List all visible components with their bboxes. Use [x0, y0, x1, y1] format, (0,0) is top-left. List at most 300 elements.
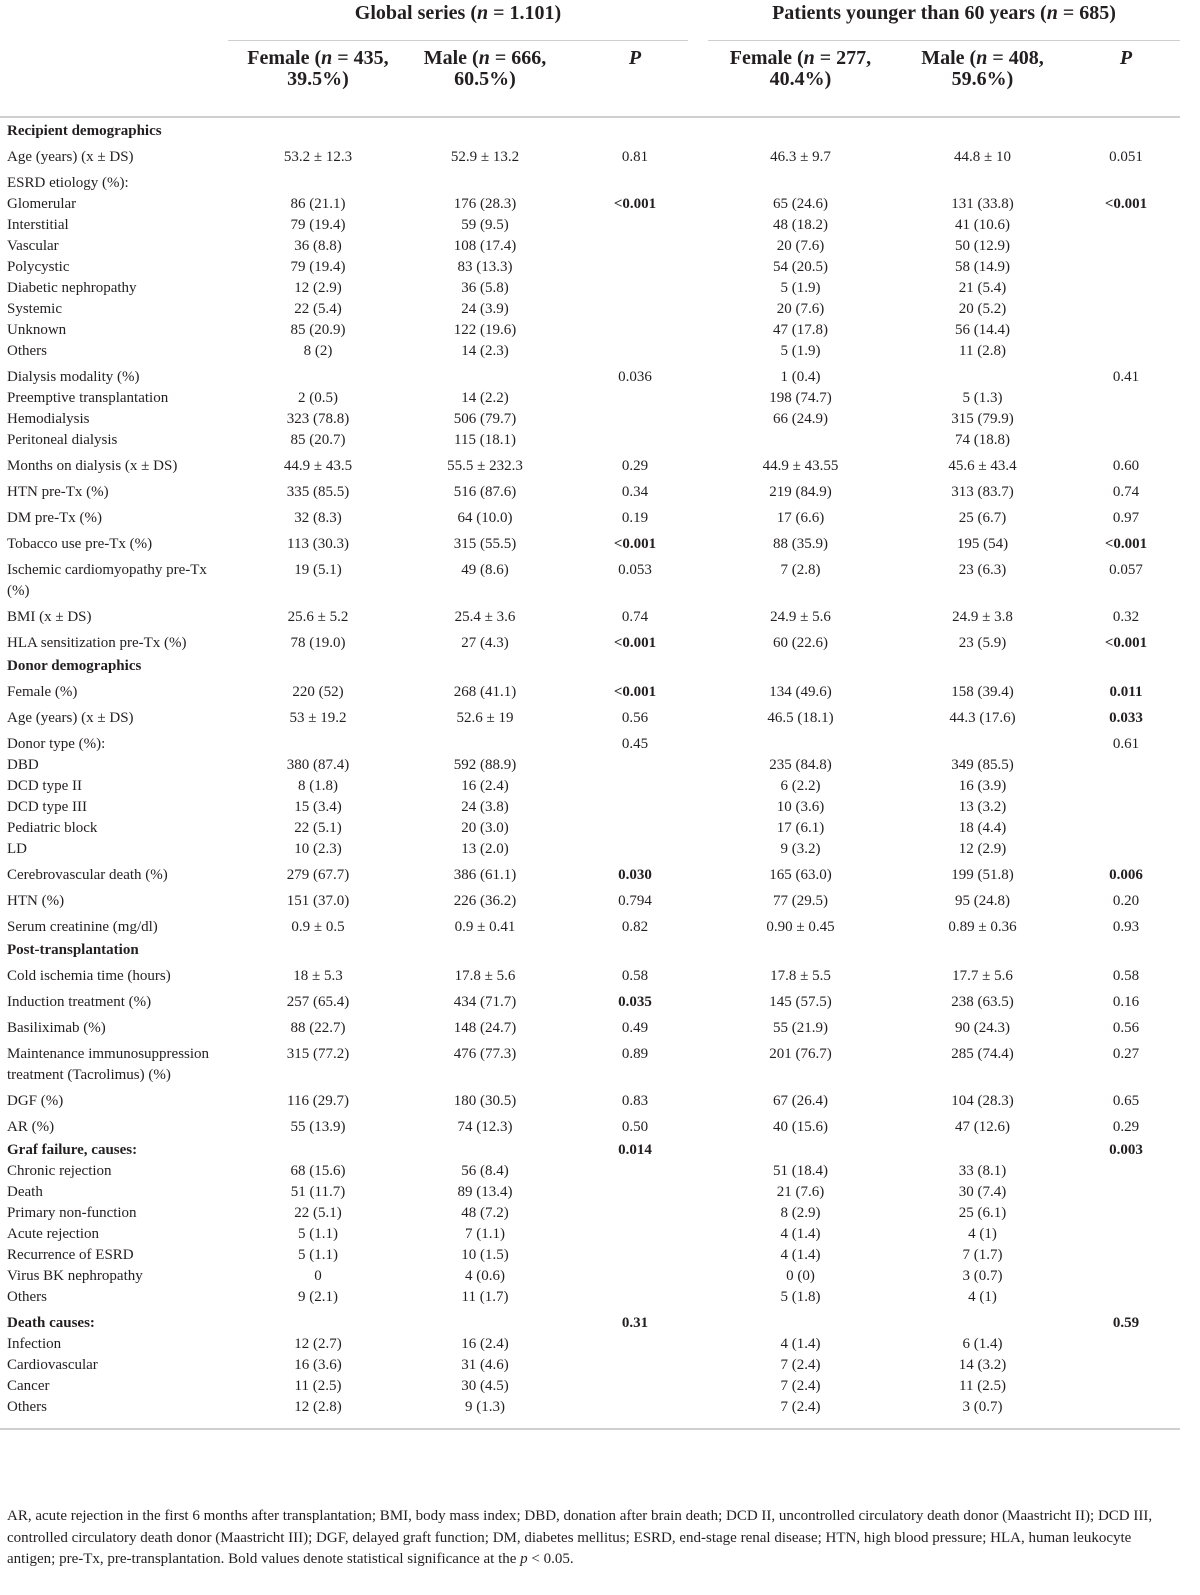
table-cell: 315 (79.9) — [951, 411, 1014, 427]
table-cell — [562, 236, 708, 257]
row-label: Diabetic nephropathy — [7, 280, 137, 296]
row-label: Female (%) — [7, 684, 78, 700]
table-cell — [562, 776, 708, 797]
table-cell — [562, 278, 708, 299]
table-row — [0, 299, 1180, 320]
table-cell: 47 (12.6) — [955, 1119, 1010, 1135]
table-cell: 14 (2.3) — [461, 343, 509, 359]
table-cell: 0.60 — [1112, 458, 1140, 474]
table-cell: 50 (12.9) — [955, 238, 1010, 254]
table-cell: 49 (8.6) — [461, 562, 509, 578]
table-cell: 58 (14.9) — [955, 259, 1010, 275]
table-cell — [708, 168, 893, 194]
table-cell: 0.057 — [1109, 562, 1143, 578]
row-label: Peritoneal dialysis — [7, 432, 118, 448]
table-cell: 45.6 ± 43.4 — [948, 458, 1017, 474]
table-cell — [562, 797, 708, 818]
table-cell: 0.19 — [621, 510, 649, 526]
table-cell: 74 (12.3) — [457, 1119, 513, 1135]
table-cell — [562, 320, 708, 341]
table-cell: 0.93 — [1112, 919, 1140, 935]
table-cell: 0 (0) — [786, 1268, 815, 1284]
table-cell: 198 (74.7) — [769, 390, 832, 406]
table-cell: 3 (0.7) — [962, 1268, 1003, 1284]
table-cell: 52.9 ± 13.2 — [450, 149, 520, 165]
table-cell: 104 (28.3) — [951, 1093, 1014, 1109]
table-cell: 195 (54) — [956, 536, 1009, 552]
table-cell: 7 (2.4) — [780, 1357, 821, 1373]
row-label: Vascular — [7, 238, 59, 254]
table-cell: 131 (33.8) — [951, 196, 1014, 212]
table-row — [0, 503, 1180, 529]
table-cell: <0.001 — [1104, 635, 1148, 651]
table-row — [0, 1397, 1180, 1429]
section-header-row — [0, 654, 1180, 677]
table-cell — [408, 168, 562, 194]
table-row — [0, 1266, 1180, 1287]
table-cell — [562, 257, 708, 278]
table-cell: 85 (20.9) — [290, 322, 346, 338]
row-label: Donor type (%): — [7, 736, 106, 752]
table-cell: 18 (4.4) — [958, 820, 1007, 836]
table-row — [0, 168, 1180, 194]
empty-cell — [562, 938, 708, 961]
table-cell: 56 (14.4) — [955, 322, 1010, 338]
table-cell: 78 (19.0) — [290, 635, 346, 651]
table-cell: 0.61 — [1112, 736, 1140, 752]
table-row — [0, 1086, 1180, 1112]
table-cell: 44.9 ± 43.5 — [283, 458, 353, 474]
table-cell: 180 (30.5) — [453, 1093, 517, 1109]
table-row — [0, 1013, 1180, 1039]
table-cell: <0.001 — [613, 635, 657, 651]
table-cell — [1072, 320, 1180, 341]
table-cell — [1072, 1355, 1180, 1376]
row-label: Polycystic — [7, 259, 70, 275]
row-label: Months on dialysis (x ± DS) — [7, 458, 178, 474]
young-patients-title: Patients younger than 60 years (n = 685) — [772, 2, 1116, 24]
table-cell: 46.3 ± 9.7 — [770, 149, 831, 165]
table-cell: 0.45 — [621, 736, 649, 752]
table-cell: 48 (7.2) — [461, 1205, 509, 1221]
table-cell — [708, 430, 893, 451]
table-cell — [1072, 1203, 1180, 1224]
table-cell: 16 (2.4) — [461, 778, 509, 794]
table-cell — [562, 168, 708, 194]
table-cell — [893, 729, 1072, 755]
table-cell: 12 (2.9) — [294, 280, 342, 296]
table-cell: 6 (2.2) — [780, 778, 821, 794]
column-header-1: Male (n = 666, 60.5%) — [423, 47, 547, 90]
table-cell: 5 (1.8) — [780, 1289, 821, 1305]
table-cell: 77 (29.5) — [773, 893, 828, 909]
table-cell: 151 (37.0) — [286, 893, 350, 909]
table-cell: 122 (19.6) — [453, 322, 517, 338]
table-cell: 0.89 — [621, 1046, 649, 1062]
table-cell — [1072, 1376, 1180, 1397]
table-cell: 24.9 ± 3.8 — [952, 609, 1013, 625]
table-row — [0, 388, 1180, 409]
table-cell: 30 (7.4) — [958, 1184, 1007, 1200]
table-cell: 4 (1) — [968, 1226, 997, 1242]
table-cell: 10 (3.6) — [776, 799, 825, 815]
table-cell — [562, 755, 708, 776]
row-label: Death — [7, 1184, 43, 1200]
row-label: HTN (%) — [7, 893, 65, 909]
table-cell — [1072, 1224, 1180, 1245]
table-cell: 165 (63.0) — [769, 867, 832, 883]
table-cell: 22 (5.1) — [294, 820, 342, 836]
table-cell: 53.2 ± 12.3 — [283, 149, 353, 165]
table-cell: 24 (3.8) — [461, 799, 509, 815]
table-cell — [1072, 1287, 1180, 1308]
table-cell: 0.58 — [621, 968, 649, 984]
table-cell — [562, 1355, 708, 1376]
table-cell: 4 (1.4) — [780, 1336, 821, 1352]
table-cell: 0.9 ± 0.41 — [454, 919, 516, 935]
row-label: Basiliximab (%) — [7, 1020, 106, 1036]
table-cell: 145 (57.5) — [769, 994, 832, 1010]
table-cell — [562, 818, 708, 839]
table-cell: 0.83 — [621, 1093, 649, 1109]
table-row — [0, 1224, 1180, 1245]
table-cell: 0.29 — [1112, 1119, 1140, 1135]
table-cell: 10 (2.3) — [294, 841, 342, 857]
table-cell: 21 (7.6) — [776, 1184, 825, 1200]
table-row — [0, 529, 1180, 555]
table-cell — [1072, 257, 1180, 278]
table-cell: 68 (15.6) — [290, 1163, 346, 1179]
table-cell: 79 (19.4) — [290, 217, 346, 233]
table-row — [0, 1355, 1180, 1376]
table-cell — [562, 215, 708, 236]
table-cell: 17.7 ± 5.6 — [952, 968, 1013, 984]
table-cell: 11 (2.5) — [294, 1378, 342, 1394]
table-cell: 158 (39.4) — [951, 684, 1014, 700]
row-label: HLA sensitization pre-Tx (%) — [7, 635, 187, 651]
table-cell — [228, 1308, 408, 1334]
empty-cell — [1072, 938, 1180, 961]
row-label: ESRD etiology (%): — [7, 175, 129, 191]
table-row — [0, 755, 1180, 776]
table-cell: 11 (2.8) — [959, 343, 1006, 359]
row-label: Dialysis modality (%) — [7, 369, 140, 385]
table-cell — [562, 341, 708, 362]
table-cell: 148 (24.7) — [453, 1020, 517, 1036]
row-label: Cardiovascular — [7, 1357, 98, 1373]
table-cell: <0.001 — [613, 196, 657, 212]
table-cell: 15 (3.4) — [294, 799, 342, 815]
table-row — [0, 677, 1180, 703]
table-cell: 9 (1.3) — [408, 1397, 562, 1429]
table-cell: 5 (1.3) — [962, 390, 1003, 406]
table-cell: 0.003 — [1109, 1142, 1143, 1158]
table-cell — [708, 1138, 893, 1161]
row-label: Others — [0, 1397, 228, 1429]
table-cell — [893, 168, 1072, 194]
table-cell — [1072, 1161, 1180, 1182]
table-cell: 51 (18.4) — [773, 1163, 828, 1179]
table-body — [0, 117, 1180, 1429]
table-cell — [1072, 299, 1180, 320]
table-cell: 0.011 — [1109, 684, 1143, 700]
table-cell: 48 (18.2) — [773, 217, 828, 233]
row-label: Recurrence of ESRD — [7, 1247, 134, 1263]
table-cell: 17.8 ± 5.5 — [770, 968, 831, 984]
empty-cell — [408, 938, 562, 961]
table-cell — [228, 729, 408, 755]
table-cell: 0.59 — [1112, 1315, 1140, 1331]
table-cell — [1072, 1245, 1180, 1266]
table-cell: 323 (78.8) — [286, 411, 350, 427]
table-cell: 0.50 — [621, 1119, 649, 1135]
table-cell — [408, 1308, 562, 1334]
table-cell: 3 (0.7) — [893, 1397, 1072, 1429]
row-label: Interstitial — [7, 217, 69, 233]
table-cell — [562, 1245, 708, 1266]
table-cell: <0.001 — [1104, 196, 1148, 212]
row-label: Glomerular — [7, 196, 77, 212]
table-cell: <0.001 — [613, 684, 657, 700]
row-label: Recipient demographics — [0, 117, 228, 142]
table-cell: 315 (55.5) — [453, 536, 517, 552]
table-row — [0, 477, 1180, 503]
empty-cell — [228, 938, 408, 961]
table-row — [0, 961, 1180, 987]
table-cell: 0.56 — [1112, 1020, 1140, 1036]
table-cell: 88 (35.9) — [773, 536, 828, 552]
row-label: Age (years) (x ± DS) — [7, 710, 134, 726]
table-cell: 199 (51.8) — [951, 867, 1014, 883]
table-cell — [1072, 1266, 1180, 1287]
table-cell: 14 (2.2) — [461, 390, 509, 406]
table-row — [0, 430, 1180, 451]
table-cell: 11 (1.7) — [461, 1289, 509, 1305]
table-cell: 176 (28.3) — [453, 196, 517, 212]
table-cell: 5 (1.9) — [780, 280, 821, 296]
table-cell: 7 (2.4) — [780, 1378, 821, 1394]
table-cell: 0.81 — [621, 149, 649, 165]
table-row — [0, 194, 1180, 215]
table-cell: 85 (20.7) — [290, 432, 346, 448]
row-label: DGF (%) — [7, 1093, 64, 1109]
row-label: Unknown — [7, 322, 67, 338]
empty-cell — [408, 117, 562, 142]
table-cell — [562, 1376, 708, 1397]
table-cell: 0.20 — [1112, 893, 1140, 909]
table-cell — [408, 729, 562, 755]
table-row — [0, 320, 1180, 341]
empty-cell — [708, 117, 893, 142]
table-cell: 0.49 — [621, 1020, 649, 1036]
table-cell — [1072, 776, 1180, 797]
table-cell: 12 (2.9) — [958, 841, 1007, 857]
row-label: Systemic — [7, 301, 62, 317]
table-cell: 14 (3.2) — [958, 1357, 1007, 1373]
table-cell: 44.3 (17.6) — [949, 710, 1016, 726]
table-cell: 8 (1.8) — [298, 778, 338, 794]
table-cell: 13 (2.0) — [461, 841, 509, 857]
table-row — [0, 776, 1180, 797]
table-cell: 25 (6.7) — [958, 510, 1007, 526]
table-cell: 4 (1) — [968, 1289, 997, 1305]
table-cell: 18 ± 5.3 — [293, 968, 343, 984]
table-cell: 22 (5.1) — [294, 1205, 342, 1221]
table-cell: 20 (3.0) — [461, 820, 509, 836]
table-cell — [893, 362, 1072, 388]
table-cell: 16 (3.6) — [294, 1357, 342, 1373]
section-header-row — [0, 938, 1180, 961]
empty-cell — [562, 117, 708, 142]
table-row — [0, 912, 1180, 938]
table-cell: 1 (0.4) — [780, 369, 821, 385]
table-cell: 257 (65.4) — [286, 994, 350, 1010]
table-row — [0, 1334, 1180, 1355]
table-cell — [1072, 1397, 1180, 1429]
row-label: LD — [7, 841, 27, 857]
table-cell: 134 (49.6) — [769, 684, 832, 700]
table-row — [0, 1287, 1180, 1308]
table-cell: 201 (76.7) — [769, 1046, 832, 1062]
table-cell: 47 (17.8) — [773, 322, 828, 338]
table-cell: 33 (8.1) — [958, 1163, 1007, 1179]
table-cell: 0.006 — [1109, 867, 1143, 883]
row-label: DM pre-Tx (%) — [7, 510, 102, 526]
table-cell — [228, 1138, 408, 1161]
table-cell: 44.9 ± 43.55 — [762, 458, 839, 474]
table-cell: 476 (77.3) — [453, 1046, 517, 1062]
table-cell: 516 (87.6) — [453, 484, 517, 500]
table-cell: 36 (8.8) — [294, 238, 342, 254]
table-cell: 40 (15.6) — [773, 1119, 828, 1135]
table-cell: 83 (13.3) — [457, 259, 513, 275]
table-cell: 54 (20.5) — [773, 259, 828, 275]
table-cell: 55.5 ± 232.3 — [447, 458, 523, 474]
column-header-row — [0, 48, 1180, 117]
table-row — [0, 1376, 1180, 1397]
row-label: Chronic rejection — [7, 1163, 112, 1179]
table-cell: 10 (1.5) — [461, 1247, 509, 1263]
table-cell: 24 (3.9) — [461, 301, 509, 317]
table-cell: 4 (1.4) — [780, 1247, 821, 1263]
table-cell: 25.6 ± 5.2 — [287, 609, 349, 625]
empty-cell — [708, 654, 893, 677]
column-header-3: Female (n = 277, 40.4%) — [729, 47, 872, 90]
table-cell: 86 (21.1) — [290, 196, 346, 212]
row-label: Maintenance immunosuppression treatment (Tacrolimus) (%) — [7, 1046, 210, 1083]
table-cell: 46.5 (18.1) — [767, 710, 834, 726]
table-row — [0, 257, 1180, 278]
table-cell: 0.033 — [1109, 710, 1143, 726]
table-row — [0, 1182, 1180, 1203]
table-cell: 55 (21.9) — [773, 1020, 828, 1036]
column-header-0: Female (n = 435, 39.5%) — [247, 47, 389, 90]
empty-cell — [228, 117, 408, 142]
table-cell: 313 (83.7) — [951, 484, 1014, 500]
row-label: Pediatric block — [7, 820, 98, 836]
table-cell: 12 (2.8) — [228, 1397, 408, 1429]
table-cell: 226 (36.2) — [453, 893, 517, 909]
table-cell — [562, 1161, 708, 1182]
table-cell: 4 (0.6) — [465, 1268, 505, 1284]
table-row — [0, 797, 1180, 818]
table-cell: 12 (2.7) — [294, 1336, 342, 1352]
table-cell — [408, 1138, 562, 1161]
table-cell: 0.65 — [1112, 1093, 1140, 1109]
row-label: Ischemic cardiomyopathy pre-Tx (%) — [7, 562, 207, 599]
row-label: Cold ischemia time (hours) — [7, 968, 171, 984]
table-cell: 506 (79.7) — [453, 411, 517, 427]
table-cell — [1072, 755, 1180, 776]
table-cell: 25.4 ± 3.6 — [454, 609, 516, 625]
section-header-row — [0, 117, 1180, 142]
table-cell: 32 (8.3) — [294, 510, 342, 526]
table-row — [0, 860, 1180, 886]
row-label: Post-transplantation — [7, 942, 139, 958]
table-cell: 434 (71.7) — [453, 994, 517, 1010]
table-cell: 0.74 — [621, 609, 649, 625]
table-cell: 23 (5.9) — [958, 635, 1007, 651]
empty-cell — [228, 654, 408, 677]
demographics-table — [0, 48, 1180, 1430]
table-row — [0, 278, 1180, 299]
table-cell — [562, 1334, 708, 1355]
table-cell — [1072, 388, 1180, 409]
table-cell: 7 (1.1) — [465, 1226, 505, 1242]
table-cell: 31 (4.6) — [461, 1357, 509, 1373]
row-label: Virus BK nephropathy — [7, 1268, 143, 1284]
row-label: Primary non-function — [7, 1205, 137, 1221]
table-cell — [1072, 215, 1180, 236]
table-cell: 67 (26.4) — [773, 1093, 828, 1109]
empty-cell — [1072, 654, 1180, 677]
table-cell: 315 (77.2) — [286, 1046, 350, 1062]
table-cell: 0.82 — [621, 919, 649, 935]
table-cell: 0.27 — [1112, 1046, 1140, 1062]
table-cell: 9 (2.1) — [298, 1289, 338, 1305]
table-cell: 2 (0.5) — [298, 390, 338, 406]
table-cell — [562, 1397, 708, 1429]
empty-cell — [893, 117, 1072, 142]
table-cell: 88 (22.7) — [290, 1020, 346, 1036]
row-label: DCD type II — [7, 778, 82, 794]
young-patients-rule — [708, 40, 1180, 41]
table-cell: 30 (4.5) — [461, 1378, 509, 1394]
column-header-label — [0, 48, 228, 117]
table-row — [0, 703, 1180, 729]
empty-cell — [408, 654, 562, 677]
row-label: DCD type III — [7, 799, 87, 815]
table-row — [0, 1245, 1180, 1266]
table-cell: 113 (30.3) — [287, 536, 349, 552]
table-cell: 17 (6.1) — [776, 820, 825, 836]
row-label: HTN pre-Tx (%) — [7, 484, 109, 500]
table-cell: 386 (61.1) — [453, 867, 517, 883]
table-cell: 17 (6.6) — [776, 510, 825, 526]
table-row — [0, 142, 1180, 168]
row-label: BMI (x ± DS) — [7, 609, 92, 625]
table-cell: 36 (5.8) — [461, 280, 509, 296]
table-cell: 17.8 ± 5.6 — [454, 968, 516, 984]
table-cell: 0.030 — [618, 867, 652, 883]
table-cell: 0.41 — [1112, 369, 1140, 385]
table-cell — [1072, 818, 1180, 839]
table-cell — [1072, 1182, 1180, 1203]
table-cell: 0.58 — [1112, 968, 1140, 984]
table-cell: 44.8 ± 10 — [954, 149, 1011, 165]
row-label: Cancer — [7, 1378, 50, 1394]
column-header-5: P — [1119, 47, 1133, 69]
